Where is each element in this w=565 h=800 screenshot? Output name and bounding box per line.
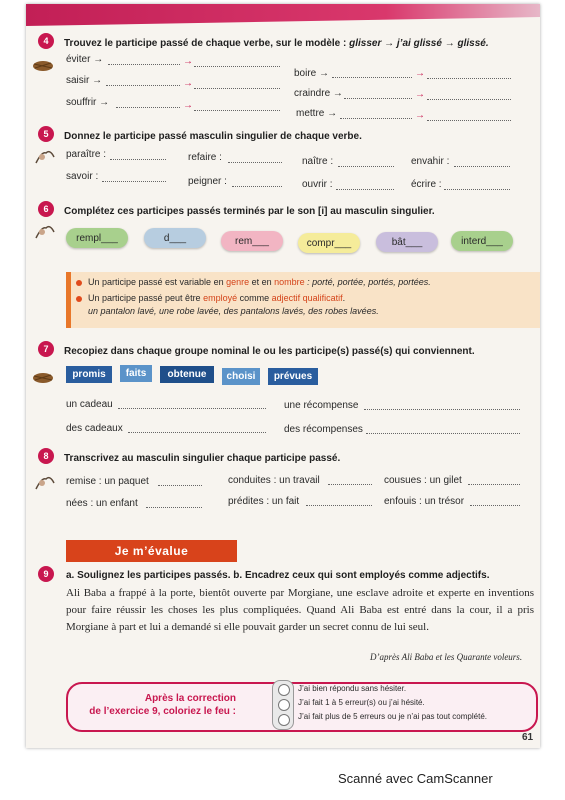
rule-line-2: Un participe passé peut être employé comme adjectif qualificatif. xyxy=(88,293,346,303)
ex8-item: conduites : un travail xyxy=(228,475,320,486)
pill-interd: interd ___ xyxy=(451,231,513,251)
exercise-5-title: Donnez le participe passé masculin singulier de chaque verbe. xyxy=(64,131,362,142)
word-tag: promis xyxy=(66,366,112,383)
ex4-row3-right: mettre → xyxy=(296,108,338,119)
rule-line-3: un pantalon lavé, une robe lavée, des pantalons lavés, des robes lavées. xyxy=(88,306,379,316)
ex8-item: prédites : un fait xyxy=(228,496,300,507)
exercise-5-number: 5 xyxy=(38,126,54,142)
ex5-verb: naître : xyxy=(302,156,334,167)
pill-bat: bât ___ xyxy=(376,232,438,252)
ex5-verb: refaire : xyxy=(188,152,222,163)
ex4-row2-left: saisir → xyxy=(66,75,103,86)
nest-icon xyxy=(32,366,54,384)
exercise-9-title: a. Soulignez les participes passés. b. Encadrez ceux qui sont employés comme adjectifs. xyxy=(66,570,490,581)
ex5-verb: savoir : xyxy=(66,171,99,182)
bullet-icon xyxy=(76,296,82,302)
ex7-item: une récompense xyxy=(284,400,359,411)
rule-line-1: Un participe passé est variable en genre et en nombre : porté, portée, portés, portées. xyxy=(88,277,431,287)
evaluation-item: J’ai fait 1 à 5 erreur(s) ou j’ai hésité. xyxy=(298,698,425,707)
traffic-light-orange[interactable] xyxy=(278,699,290,711)
word-tag: faits xyxy=(120,365,152,382)
evaluation-item: J’ai fait plus de 5 erreurs ou je n’ai pas tout complété. xyxy=(298,712,487,721)
bullet-icon xyxy=(76,280,82,286)
ex4-row1-left: éviter → xyxy=(66,54,104,65)
ex5-verb: paraître : xyxy=(66,149,107,160)
exercise-9-text: Ali Baba a frappé à la porte, bientôt ouverte par Morgiane, une esclave adroite et experte en inventions pour faire réussir les choses les plus compliquées. Quand Ali Baba est entré dans la cour, il a pris Morgiane à part et lui a demandé si elle pouvait garder un secret connu de lui seul. xyxy=(66,587,534,633)
ex5-verb: ouvrir : xyxy=(302,179,333,190)
traffic-light-red[interactable] xyxy=(278,714,290,726)
exercise-4-number: 4 xyxy=(38,33,54,49)
top-band xyxy=(26,4,540,26)
pill-compr: compr ___ xyxy=(298,233,360,253)
ex4-row3-left: souffrir → xyxy=(66,97,110,108)
traffic-light-icon xyxy=(272,680,294,730)
exercise-8-number: 8 xyxy=(38,448,54,464)
ex8-item: nées : un enfant xyxy=(66,498,138,509)
text-source: D’après Ali Baba et les Quarante voleurs. xyxy=(370,652,523,662)
word-tag: obtenue xyxy=(160,366,214,383)
exercise-9-number: 9 xyxy=(38,566,54,582)
exercise-6-number: 6 xyxy=(38,201,54,217)
nest-icon xyxy=(32,54,54,72)
page-number: 61 xyxy=(522,732,534,743)
ex5-verb: peigner : xyxy=(188,176,227,187)
workbook-page: 4 Trouvez le participe passé de chaque verbe, sur le modèle : glisser → j’ai glissé → glissé. éviter → → boire → → saisir → → craindre → → souffrir → → mettre → → 5 Donnez le participe passé masculin singulier de chaque verbe. paraître : refaire : naître : envahir : savoir : peigner : ouvrir : écrire : 6 Complétez ces participes passés terminés par le son [i] au masculin singulier. rempl ___ d ___ rem ___ compr ___ bât ___ interd ___ Un participe passé est variable en genre et en nombre : porté, portée, portés, portées. Un participe passé peut être employé comme adjectif qualificatif. un pantalon lavé, une robe lavée, des pantalons lavés, des robes lavées. 7 Recopiez dans chaque groupe nominal le ou les participe(s) passé(s) qui conviennent. promis faits obtenue choisi prévues un cadeau une récompense des cadeaux des récompenses 8 Transcrivez au masculin singulier chaque participe passé. remise : un paquet conduites : un travail cousues : un gilet nées : un enfant prédites : un fait enfouis : un trésor Je m’évalue 9 a. Soulignez les participes passés. b. Encadrez ceux qui sont employés comme adjectifs. Ali Baba a frappé à la porte, bientôt ouverte par Morgiane, une esclave adroite et experte en inventions pour faire réussir les choses les plus compliquées. Quand Ali Baba est entré dans la cour, il a pris Morgiane à part et lui a demandé si elle pouvait garder un secret connu de lui seul. D’après Ali Baba et les Quarante voleurs. Après la correction de l’exercice 9, coloriez le feu : J’ai bien répondu sans hésiter. J’ai fait 1 à 5 erreur(s) ou j’ai hésité. J’ai fait plus de 5 erreurs ou je n’ai pas tout complété. 61 xyxy=(26,4,540,748)
exercise-6-title: Complétez ces participes passés terminés par le son [i] au masculin singulier. xyxy=(64,206,435,217)
pill-rempl: rempl ___ xyxy=(66,228,128,248)
rule-accent-bar xyxy=(66,272,71,328)
exercise-7-number: 7 xyxy=(38,341,54,357)
pill-rem: rem ___ xyxy=(221,231,283,251)
exercise-8-title: Transcrivez au masculin singulier chaque participe passé. xyxy=(64,453,341,464)
ex7-item: un cadeau xyxy=(66,399,113,410)
hand-writing-icon xyxy=(34,222,56,240)
ex7-item: des cadeaux xyxy=(66,423,123,434)
hand-writing-icon xyxy=(34,473,56,491)
evaluation-item: J’ai bien répondu sans hésiter. xyxy=(298,684,407,693)
word-tag: choisi xyxy=(222,368,260,385)
ex7-item: des récompenses xyxy=(284,424,363,435)
evaluation-label: Après la correction de l’exercice 9, coloriez le feu : xyxy=(89,693,236,717)
exercise-7-title: Recopiez dans chaque groupe nominal le ou les participe(s) passé(s) qui conviennent. xyxy=(64,346,475,357)
ex4-row2-right: craindre → xyxy=(294,88,343,99)
ex5-verb: écrire : xyxy=(411,179,442,190)
self-evaluation-banner: Je m’évalue xyxy=(66,540,237,562)
exercise-4-title: Trouvez le participe passé de chaque verbe, sur le modèle : glisser → j’ai glissé → glissé. xyxy=(64,38,489,49)
ex4-row1-right: boire → xyxy=(294,68,330,79)
hand-writing-icon xyxy=(34,147,56,165)
pill-d: d ___ xyxy=(144,228,206,248)
ex5-verb: envahir : xyxy=(411,156,450,167)
ex8-item: remise : un paquet xyxy=(66,476,149,487)
scanner-watermark: Scanné avec CamScanner xyxy=(338,771,493,786)
ex8-item: enfouis : un trésor xyxy=(384,496,465,507)
traffic-light-green[interactable] xyxy=(278,684,290,696)
word-tag: prévues xyxy=(268,368,318,385)
ex8-item: cousues : un gilet xyxy=(384,475,462,486)
